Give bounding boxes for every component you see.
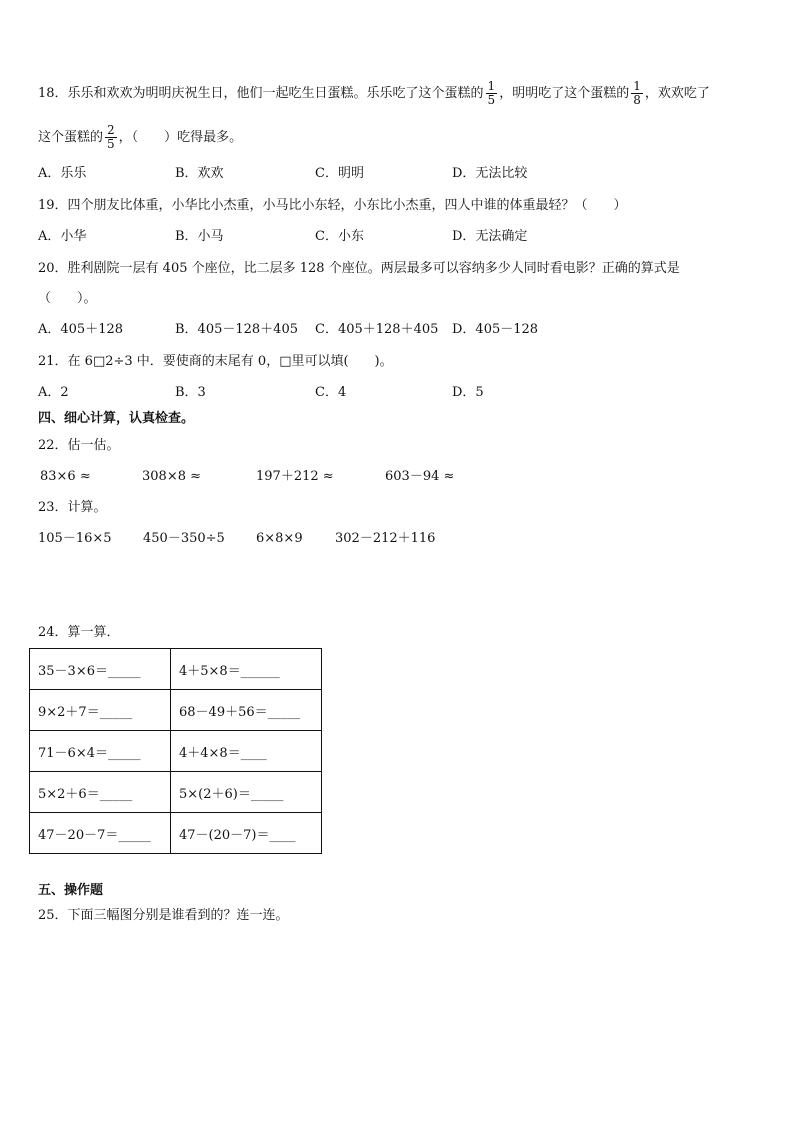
calc-cell[interactable]: 4＋4×8＝____ (171, 731, 322, 772)
section-4-heading: 四、细心计算，认真检查。 (38, 411, 195, 426)
q18-fraction-2: $\frac{1}{8}$ (633, 79, 641, 107)
table-row (30, 649, 322, 690)
q18-option-b[interactable]: B．欢欢 (175, 166, 224, 181)
q22-item: 197＋212 ≈ (256, 469, 334, 484)
q19-option-c[interactable]: C．小东 (315, 229, 364, 244)
calc-cell[interactable]: 9×2＋7＝_____ (30, 690, 171, 731)
q25-text: 25．下面三幅图分别是谁看到的？连一连。 (38, 908, 289, 923)
q21-option-d[interactable]: D．5 (452, 385, 484, 400)
q23-item: 302－212＋116 (335, 531, 436, 546)
q21-text: 21．在 6□2÷3 中．要使商的末尾有 0，□里可以填( )。 (38, 354, 393, 369)
q21-option-b[interactable]: B．3 (175, 385, 206, 400)
q22-item: 83×6 ≈ (40, 469, 91, 484)
q19-option-b[interactable]: B．小马 (175, 229, 224, 244)
section-5-heading: 五、操作题 (38, 883, 104, 898)
q18-option-a[interactable]: A．乐乐 (38, 166, 87, 181)
q18-text-part3: ，欢欢吃了 (644, 86, 710, 101)
q23-item: 105－16×5 (38, 531, 112, 546)
calc-cell[interactable]: 47－20－7＝_____ (30, 813, 171, 854)
q21-option-c[interactable]: C．4 (315, 385, 347, 400)
q23-item: 6×8×9 (256, 531, 303, 546)
calc-cell[interactable]: 5×(2＋6)＝_____ (171, 772, 322, 813)
q18-option-c[interactable]: C．明明 (315, 166, 364, 181)
q20-option-a[interactable]: A．405＋128 (38, 322, 124, 337)
q23-item: 450－350÷5 (143, 531, 225, 546)
q18-fraction-1: $\frac{1}{5}$ (487, 79, 496, 107)
q18-option-d[interactable]: D．无法比较 (452, 166, 528, 181)
calc-cell[interactable]: 71－6×4＝_____ (30, 731, 171, 772)
table-row (30, 690, 322, 731)
q18-text-part5: ，（ ）吃得最多。 (118, 130, 243, 145)
q23-title: 23．计算。 (38, 500, 107, 515)
calc-cell[interactable]: 4＋5×8＝______ (171, 649, 322, 690)
q20-option-d[interactable]: D．405－128 (452, 322, 539, 337)
q20-option-c[interactable]: C．405＋128＋405 (315, 322, 439, 337)
table-row (30, 772, 322, 813)
q22-item: 308×8 ≈ (142, 469, 202, 484)
q18-line1 (38, 80, 710, 107)
q18-text-part1: 18．乐乐和欢欢为明明庆祝生日，他们一起吃生日蛋糕。乐乐吃了这个蛋糕的 (38, 86, 484, 101)
table-row (30, 731, 322, 772)
q18-line2 (38, 124, 242, 151)
calc-cell[interactable]: 68－49＋56＝_____ (171, 690, 322, 731)
q20-text-cont: （ ）。 (38, 291, 97, 306)
q18-fraction-3: $\frac{2}{5}$ (107, 123, 115, 151)
calc-cell[interactable]: 47－(20－7)＝____ (171, 813, 322, 854)
q24-title: 24．算一算． (38, 625, 120, 640)
q22-item: 603－94 ≈ (385, 469, 455, 484)
q19-option-d[interactable]: D．无法确定 (452, 229, 528, 244)
q21-option-a[interactable]: A．2 (38, 385, 69, 400)
calc-cell[interactable]: 5×2＋6＝_____ (30, 772, 171, 813)
calc-cell[interactable]: 35－3×6＝_____ (30, 649, 171, 690)
q20-text: 20．胜利剧院一层有 405 个座位，比二层多 128 个座位。两层最多可以容纳多少人同时看电影？正确的算式是 (38, 261, 680, 276)
q19-text: 19．四个朋友比体重，小华比小杰重，小马比小东轻，小东比小杰重，四人中谁的体重最轻？（ ） (38, 198, 627, 213)
q24-calc-table (29, 648, 322, 854)
q22-title: 22．估一估。 (38, 438, 120, 453)
q18-text-part4: 这个蛋糕的 (38, 130, 104, 145)
q20-option-b[interactable]: B．405－128＋405 (175, 322, 298, 337)
q18-text-part2: ，明明吃了这个蛋糕的 (499, 86, 630, 101)
table-row (30, 813, 322, 854)
q19-option-a[interactable]: A．小华 (38, 229, 87, 244)
